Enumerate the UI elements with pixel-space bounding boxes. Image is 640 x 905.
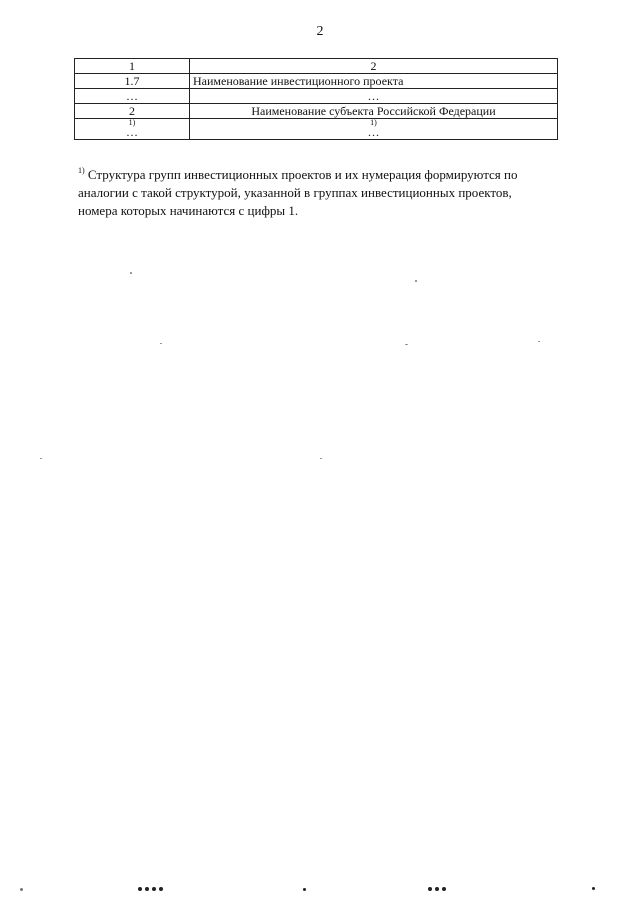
page-number: 2 [316, 24, 324, 39]
ellipsis: … [367, 125, 380, 139]
row-name-cell: Наименование субъекта Российской Федерации [190, 104, 558, 119]
scan-speck [405, 344, 408, 345]
scan-speck [145, 887, 149, 891]
footnote-ref-mark: 1) [128, 118, 136, 127]
scan-speck [592, 887, 595, 890]
ellipsis: … [126, 125, 138, 139]
footnote-ref-mark: 1) [370, 118, 377, 127]
table-header-row [75, 59, 558, 74]
row-number-cell: 2 [75, 104, 190, 119]
scan-speck [538, 341, 540, 342]
row-number-cell: 1.7 [75, 74, 190, 89]
header-cell-2: 2 [190, 59, 558, 74]
investment-projects-table [74, 58, 558, 140]
scan-speck [415, 280, 417, 282]
footnote [78, 162, 548, 220]
row-name-cell [190, 119, 558, 140]
scan-speck [303, 888, 306, 891]
footnote-ref-cell [126, 119, 138, 137]
table-row [75, 104, 558, 119]
scan-speck [138, 887, 142, 891]
scan-speck [435, 887, 439, 891]
row-name-cell: Наименование инвестиционного проекта [190, 74, 558, 89]
scan-speck [442, 887, 446, 891]
scan-speck [320, 458, 322, 459]
scan-speck [40, 458, 42, 459]
footnote-text: Структура групп инвестиционных проектов и их нумерация формируются по аналогии с такой структурой, указанной в группах инвестиционных проектов, номера которых начинаются с цифры 1. [78, 167, 518, 218]
scan-speck [130, 272, 132, 274]
scan-speck [20, 888, 23, 891]
scan-speck [160, 343, 162, 344]
row-number-cell: … [75, 89, 190, 104]
scan-speck [428, 887, 432, 891]
table-row [75, 74, 558, 89]
footnote-ref-cell [368, 119, 380, 137]
row-name-cell: … [190, 89, 558, 104]
scan-speck [159, 887, 163, 891]
table-row [75, 119, 558, 140]
header-cell-1: 1 [75, 59, 190, 74]
row-number-cell [75, 119, 190, 140]
table-row [75, 89, 558, 104]
scan-speck [152, 887, 156, 891]
footnote-marker: 1) [78, 166, 85, 175]
